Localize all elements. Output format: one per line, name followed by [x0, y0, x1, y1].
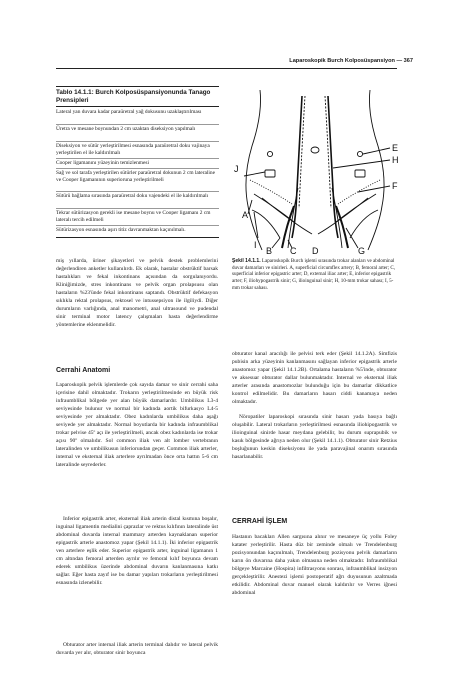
section-heading-anatomy: Cerrahi Anatomi	[56, 367, 111, 374]
figure-caption	[232, 258, 398, 292]
table-title: Tablo 14.1.1: Burch Kolposüspansiyonunda Tanago Prensipleri	[56, 89, 211, 104]
figure-label-h: H	[392, 155, 399, 165]
figure-label-j: J	[234, 164, 239, 174]
figure-abdominal-wall-vessels	[232, 88, 400, 254]
section-heading-procedure: CERRAHİ İŞLEM	[232, 518, 288, 525]
figure-caption-lead: Şekil 14.1.1.	[232, 258, 261, 264]
running-header: Laparoskopik Burch Kolposüspansiyon — 367	[289, 58, 413, 64]
anatomy-paragraph-2: Inferior epigastrik arter, eksternal iliak arterin distal kısmına boşalır, inguinal ligamentin medialini çaprazlar ve rektus kılıfının lateralinde üst abdominal duvarda internal mammary arterden kaynaklanan superior epigastrik arterle anastomoz yapar (Şekil 14.1.1). İki inferior epigastrik ven arterlere eşlik eder. Superior epigastrik arter, inguinal ligamanın 1 cm altından femoral arterden ayrılır ve femoral kılıf boyunca devam ederek umbilikus üzerinde abdominal duvarın kanlanmasına katkı sağlar. Eğer hasta zayıf ise bu damar yapıları trokarların yerleştirilmesi esnasında izlenebilir.	[56, 516, 218, 586]
table-title-rule	[56, 106, 219, 107]
table-row: Sağ ve sol tarafa yerleştirilen sütürler paraüretral dokunun 2 cm lateraline ve Cooper ligamanının superioruna yerleştirilmeli	[56, 170, 215, 184]
figure-label-a: A	[242, 210, 249, 220]
table-row: Sütürizasyon esnasında aşırı titiz davranmaktan kaçınılmalı.	[56, 227, 186, 233]
figure-label-d: D	[312, 246, 319, 254]
table-top-rule	[56, 86, 219, 87]
table-row: Üretra ve mesane boynundan 2 cm uzaktan diseksiyon yapılmalı	[56, 126, 196, 132]
table-row: Diseksiyon ve sütür yerleştirilmesi esnasında paraüretral doku vajinaya yerleştirilen el ile kaldırılmalı	[56, 143, 210, 157]
procedure-paragraph: Hastanın bacakları Allen sargısına alınır ve mesaneye üç yollu Foley katater yerleştirilir. Hasta düz bir zeminde olmalı ve Trendelenburg pozisyonundan kaçınılmalı, Trendelenburg pozisyonu pelvik damarların karın ön duvarına daha yakın olmasına neden olmaktadır. Infraumblikal bölgeye Marcaine (Hospira) infiltrasyonu sonrası, infraumblikal insizyon gerçekleştirilir. Anestezi işlemi postoperatif ağrı duyusunun azaltmada etkilidir. Abdominal duvar manuel olarak kaldırılır ve Verres iğnesi abdominal	[232, 534, 397, 596]
anatomy-paragraph-1: Laparoskopik pelvik işlemlerde çok sayıda damar ve sinir cerrahi saha içerisine dahil olmaktadır. Trokarın yerleştirilmesinde en büyük risk infraumblikal bölgede yer alan büyük damarlardır. Umbilikus L3-4 seviyesinde bulunur ve normal bir kadında aortik bifurkasyo L4-5 seviyesinde yer almaktadır. Obez kadınlarda umbilikus daha aşağı seviyede yer almaktadır. Normal boyutlarda bir kadında infraumblikal trokar pelvise 45º açı ile yerleştirilmeli, ancak obez kadınlarda ise trokar açısı 90º olmalıdır. Sol common iliak ven alt lomber vertebranın lateralinden ve umbilikusun inferiorundan geçer. Common iliak arterler, internal ve eksternal iliak arterlere ayrılmadan önce orta hattın 5-6 cm lateralinde seyrederler.	[56, 382, 218, 468]
figure-label-e: E	[392, 143, 399, 153]
right-paragraph-1: obturator kanal aracılığı ile pelvisi terk eder (Şekil 14.1.2A). Simfizis pubisin arka yüzeyinin kanlanmasını sağlayan inferior epigastrik arterle anastomoz yapar (Şekil 14.1.2B). Ortalama hastaların %5'inde, obturator ve aksesuar obturator dallar bulunmaktadır. Internal ve eksternal iliak arterler arasında anastomozlar bulunduğu için bu damarlar dikkatlice kontrol edilmelidir. Bu damarların hasarı ciddi kanamaya neden olmaktadır.	[232, 351, 397, 405]
figure-label-c: C	[290, 246, 297, 254]
table-row: Sütürü bağlama sırasında paraüretral doku vajendeki el ile kaldırılmalı	[56, 193, 209, 199]
table-row: Tekrar sütürizasyon gerekli ise mesane boynu ve Cooper ligamanı 2 cm lateralı tercih edilmeli	[56, 210, 211, 224]
table-row: Cooper ligamanını yüzeyinin temizlenmesi	[56, 160, 149, 166]
header-rule	[56, 68, 397, 69]
table-bottom-rule	[56, 237, 219, 238]
figure-label-f: F	[392, 181, 398, 191]
right-paragraph-2: Nöropatiler laparoskopi sırasında sinir hasarı yada basıya bağlı oluşabilir. Lateral trokarların yerleştirilmesi esnasında iliohipogastrik ve ilioinguinal sinirde hasar meydana gelebilir, bu durum suprapubik ve kasık bölgesinde ağrıya neden olur (Şekil 14.1.1). Obturator sinir Retzius boşluğunun keskin diseksiyonu ile yada paravajinal onarım sırasında hasarlanabilir.	[232, 414, 397, 460]
figure-label-b: B	[266, 246, 273, 254]
left-intro-paragraph: miş yıllarda, üriner şikayetleri ve pelvik destek problemlerini değerlendiren anketler kullanılırdı. Ek olarak, hastalar obstrüktif barsak hastalıkları ve fekal inkontinans açısından da sorgulanıyordu. Kliniğimizde, stres inkontinans ve pelvik organ prolapsusu olan hastaların %23'ünde fekal inkontinans saptandı. Obstrüktif defekasyon sıklıkla rektal prolapsus, rektosel ve intussepsiyon ile ilgiliydi. Diğer durumların varlığında, anal manometri, anal ultrasound ve pudendal sinir terminal motor latency çalışmaları hasta değerlendirme yöntemlerine eklenmelidir.	[56, 258, 218, 328]
figure-caption-text: Laparoskopik Burch işlemi sırasında trokar alanları ve abdominal duvar damarları ve sinirleri. A, superficial circumflex artery; B, femoral arter; C, superficial inferior epigastric arter; D, external iliac arter; E, inferior epigastrik arter; F, iliohypogastrik sinir; G, ilioinguinal sinir; H, 10-mm trokar sahası; I, 5-mm trokar sahası.	[232, 258, 395, 291]
figure-label-i: I	[254, 240, 257, 250]
table-row: Lateral yan duvara kadar paraüretral yağ dokusunu uzaklaştırılması	[56, 109, 202, 115]
anatomy-paragraph-3: Obturator arter internal iliak arterin terminal dalıdır ve lateral pelvik duvarda yer alır, obturator sinir boyunca	[56, 642, 218, 656]
figure-label-g: G	[358, 246, 366, 254]
